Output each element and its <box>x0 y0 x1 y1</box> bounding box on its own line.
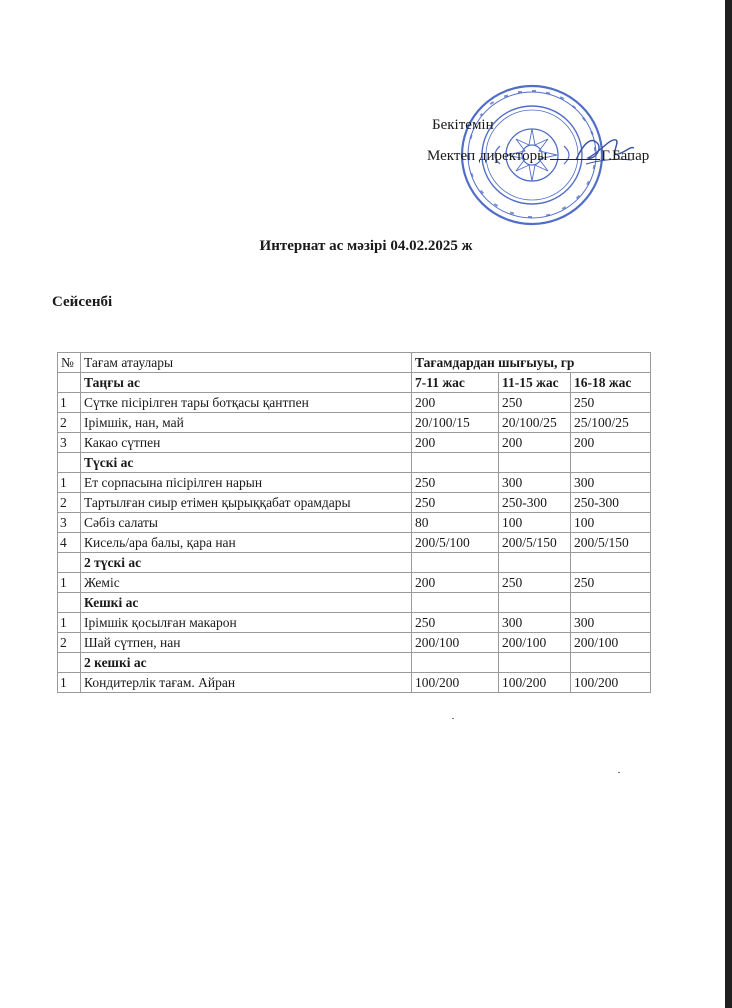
portion-value: 20/100/25 <box>499 413 571 433</box>
portion-value: 300 <box>499 473 571 493</box>
section-number-cell <box>58 593 81 613</box>
table-row <box>58 493 651 513</box>
portion-value: 200 <box>412 573 499 593</box>
age-group-header: 16-18 жас <box>571 373 651 393</box>
dish-name: Жеміс <box>81 573 412 593</box>
row-number: 3 <box>58 513 81 533</box>
header-yield: Тағамдардан шығыуы, гр <box>412 353 651 373</box>
menu-table <box>57 352 651 693</box>
header-dish-names: Тағам атаулары <box>81 353 412 373</box>
portion-value: 300 <box>571 473 651 493</box>
portion-value: 200 <box>571 433 651 453</box>
portion-value: 250-300 <box>571 493 651 513</box>
portion-value: 100/200 <box>412 673 499 693</box>
dish-name: Кисель/ара балы, қара нан <box>81 533 412 553</box>
portion-value: 200/100 <box>499 633 571 653</box>
dish-name: Ірімшік, нан, май <box>81 413 412 433</box>
age-group-header: 7-11 жас <box>412 373 499 393</box>
meal-section-row <box>58 593 651 613</box>
meal-section-row <box>58 453 651 473</box>
row-number: 2 <box>58 413 81 433</box>
portion-value: 300 <box>499 613 571 633</box>
meal-section-row <box>58 653 651 673</box>
portion-value: 250-300 <box>499 493 571 513</box>
menu-table-body <box>58 373 651 693</box>
dish-name: Сәбіз салаты <box>81 513 412 533</box>
header-number: № <box>58 353 81 373</box>
dish-name: Шай сүтпен, нан <box>81 633 412 653</box>
table-row <box>58 393 651 413</box>
portion-value: 300 <box>571 613 651 633</box>
portion-value: 200 <box>412 393 499 413</box>
age-group-header <box>571 553 651 573</box>
row-number: 1 <box>58 573 81 593</box>
portion-value: 250 <box>571 573 651 593</box>
approval-caption: Бекітемін <box>432 117 494 133</box>
table-row <box>58 473 651 493</box>
meal-section-row <box>58 553 651 573</box>
portion-value: 100/200 <box>571 673 651 693</box>
weekday-heading: Сейсенбі <box>52 294 113 310</box>
portion-value: 250 <box>571 393 651 413</box>
portion-value: 100/200 <box>499 673 571 693</box>
row-number: 1 <box>58 473 81 493</box>
row-number: 3 <box>58 433 81 453</box>
portion-value: 100 <box>499 513 571 533</box>
age-group-header <box>499 453 571 473</box>
director-name: Г.Бапар <box>601 148 650 164</box>
section-number-cell <box>58 453 81 473</box>
portion-value: 100 <box>571 513 651 533</box>
table-row <box>58 533 651 553</box>
scan-speck <box>618 772 620 773</box>
portion-value: 250 <box>412 613 499 633</box>
director-role: Мектеп директоры <box>427 148 548 164</box>
table-row <box>58 633 651 653</box>
meal-section-name: Таңғы ас <box>81 373 412 393</box>
meal-section-name: 2 түскі ас <box>81 553 412 573</box>
portion-value: 200/5/150 <box>499 533 571 553</box>
table-row <box>58 673 651 693</box>
scan-edge <box>725 0 732 1008</box>
age-group-header <box>499 653 571 673</box>
portion-value: 200/100 <box>412 633 499 653</box>
dish-name: Ет сорпасына пісірілген нарын <box>81 473 412 493</box>
row-number: 1 <box>58 673 81 693</box>
age-group-header <box>571 593 651 613</box>
table-row <box>58 573 651 593</box>
portion-value: 200/5/100 <box>412 533 499 553</box>
dish-name: Какао сүтпен <box>81 433 412 453</box>
section-number-cell <box>58 553 81 573</box>
portion-value: 200/100 <box>571 633 651 653</box>
row-number: 2 <box>58 633 81 653</box>
section-number-cell <box>58 373 81 393</box>
portion-value: 200 <box>499 433 571 453</box>
age-group-header <box>412 593 499 613</box>
age-group-header <box>412 453 499 473</box>
age-group-header: 11-15 жас <box>499 373 571 393</box>
dish-name: Кондитерлік тағам. Айран <box>81 673 412 693</box>
row-number: 1 <box>58 393 81 413</box>
row-number: 2 <box>58 493 81 513</box>
age-group-header <box>571 453 651 473</box>
portion-value: 200 <box>412 433 499 453</box>
table-row <box>58 433 651 453</box>
dish-name: Тартылған сиыр етімен қырыққабат орамдары <box>81 493 412 513</box>
portion-value: 200/5/150 <box>571 533 651 553</box>
age-group-header <box>412 553 499 573</box>
meal-section-name: Түскі ас <box>81 453 412 473</box>
age-group-header <box>499 593 571 613</box>
meal-section-row <box>58 373 651 393</box>
age-group-header <box>412 653 499 673</box>
portion-value: 250 <box>499 393 571 413</box>
portion-value: 250 <box>412 473 499 493</box>
dish-name: Сүтке пісірілген тары ботқасы қантпен <box>81 393 412 413</box>
table-row <box>58 613 651 633</box>
document-title: Интернат ас мәзірі 04.02.2025 ж <box>259 238 473 254</box>
meal-section-name: Кешкі ас <box>81 593 412 613</box>
table-row <box>58 413 651 433</box>
section-number-cell <box>58 653 81 673</box>
portion-value: 80 <box>412 513 499 533</box>
table-header-row <box>58 353 651 373</box>
age-group-header <box>499 553 571 573</box>
portion-value: 20/100/15 <box>412 413 499 433</box>
dish-name: Ірімшік қосылған макарон <box>81 613 412 633</box>
row-number: 4 <box>58 533 81 553</box>
portion-value: 25/100/25 <box>571 413 651 433</box>
approval-signature-line <box>427 148 649 165</box>
table-row <box>58 513 651 533</box>
age-group-header <box>571 653 651 673</box>
meal-section-name: 2 кешкі ас <box>81 653 412 673</box>
scan-speck <box>452 718 454 719</box>
row-number: 1 <box>58 613 81 633</box>
signature-underline <box>550 158 600 160</box>
portion-value: 250 <box>499 573 571 593</box>
portion-value: 250 <box>412 493 499 513</box>
